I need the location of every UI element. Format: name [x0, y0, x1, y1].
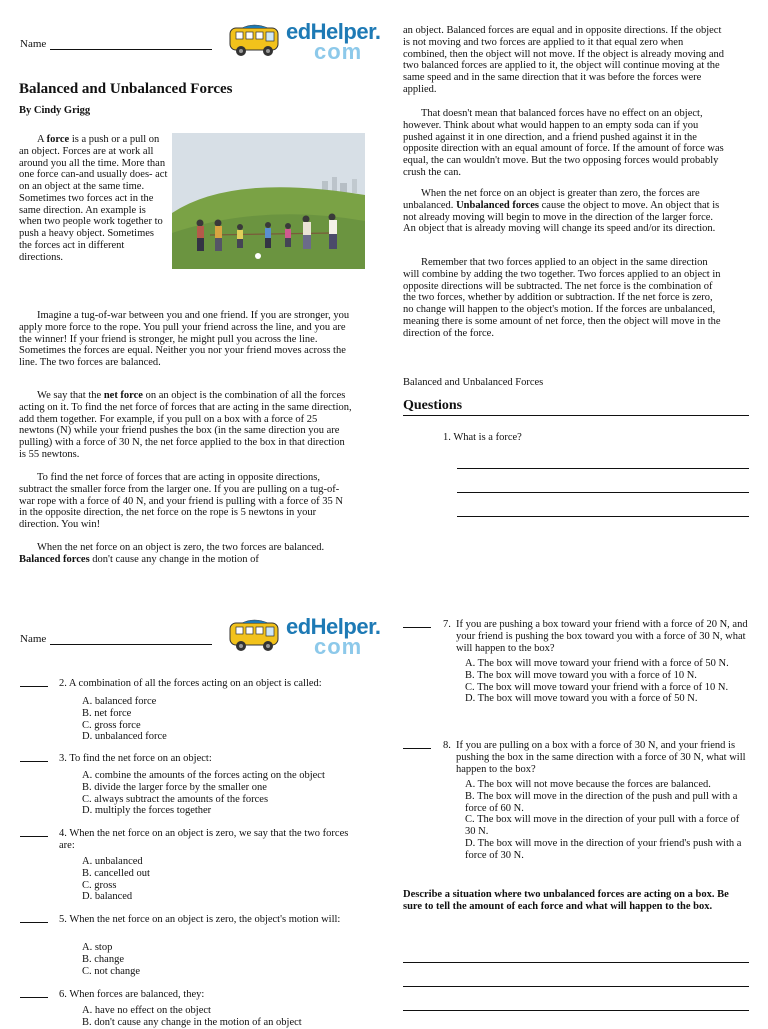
- option-c[interactable]: C. The box will move in the direction of your pull with a force of 30 N.: [465, 814, 740, 837]
- option-c[interactable]: C. gross force: [82, 719, 141, 731]
- describe-answer-line-1[interactable]: [403, 962, 749, 963]
- option-b[interactable]: B. change: [82, 953, 124, 965]
- option-b[interactable]: B. The box will move in the direction of the push and pull with a force of 60 N.: [465, 790, 738, 814]
- article-title: Balanced and Unbalanced Forces: [19, 81, 233, 97]
- option-d[interactable]: D. The box will move toward you with a force of 50 N.: [465, 693, 698, 705]
- question-number: 4.: [59, 828, 67, 839]
- question-6: [20, 989, 360, 1028]
- logo-text-top: edHelper.: [286, 19, 381, 44]
- option-d[interactable]: D. multiply the forces together: [82, 805, 212, 817]
- option-a[interactable]: A. balanced force: [82, 696, 157, 707]
- question-number: 8.: [443, 740, 451, 751]
- paragraph-balanced: When the net force on an object is zero, the two forces are balanced. Balanced forces don't cause any change in the motion of: [19, 542, 325, 565]
- option-b[interactable]: B. don't cause any change in the motion of an object: [82, 1016, 302, 1028]
- byline: By Cindy Grigg: [19, 105, 91, 116]
- answer-blank[interactable]: [403, 740, 431, 749]
- name-label: Name: [20, 633, 47, 645]
- option-a[interactable]: A. have no effect on the object: [82, 1005, 211, 1016]
- question-number: 5.: [59, 914, 67, 925]
- answer-line-3[interactable]: [457, 516, 749, 517]
- option-c[interactable]: C. always subtract the amounts of the forces: [82, 793, 269, 805]
- answer-blank[interactable]: [20, 914, 48, 923]
- paragraph-tug-of-war: Imagine a tug-of-war between you and one friend. If you are stronger, you apply more force to the rope. You pull your friend across the line, and you are the winner! If your friend is stronger, he might pull you across the line. Sometimes the forces are equal. Neither you nor your friend moves across the line. The two forces are balanced.: [19, 310, 350, 368]
- col2-paragraph-1: an object. Balanced forces are equal and in opposite directions. If the object is not moving and two forces are applied to it that equal zero when combined, then the object will not move. If the object is already moving and two balanced forces are applied to it, the object will continue moving at the same speed and in the same direction that it was before the forces were applied.: [403, 25, 725, 95]
- col2-paragraph-3: When the net force on an object is greater than zero, the forces are unbalanced. Unbalanced forces cause the object to move. An object that is not already moving will begin to move in the direction of the larger force. An object that is already moving will change its speed and/or its direction.: [403, 188, 720, 235]
- question-1: [443, 432, 522, 444]
- question-text: To find the net force on an object:: [69, 753, 212, 764]
- question-text: If you are pulling on a box with a force of 30 N, and your friend is pushing the box in the same direction with a force of 30 N, what will happen to the box?: [456, 740, 746, 775]
- paragraph-net-force: We say that the net force on an object is the combination of all the forces acting on it. To find the net force of forces that are acting in the same direction, add them together. For example, if you pull on a box with a force of 25 newtons (N) while your friend pushes the box (in the same direction you are pulling) with a force of 30 N, the net force applied to the box in that direction is 55 newtons.: [19, 390, 352, 460]
- question-number: 3.: [59, 753, 67, 764]
- describe-prompt: Describe a situation where two unbalanced forces are acting on a box. Be sure to tell the amount of each force and what will happen to the box.: [403, 889, 729, 912]
- school-bus-icon: [228, 617, 284, 653]
- question-number: 6.: [59, 989, 67, 1000]
- logo-text-bottom: com: [314, 38, 363, 64]
- question-text: When the net force on an object is zero, the object's motion will:: [69, 914, 341, 925]
- option-d[interactable]: D. The box will move in the direction of your friend's push with a force of 30 N.: [465, 837, 742, 861]
- question-3: [20, 753, 360, 817]
- paragraph-opposite: To find the net force of forces that are acting in opposite directions, subtract the smaller force from the larger one. If you are pulling on a tug-of-war rope with a force of 40 N, and your friend is pulling with a force of 35 N in the opposite direction, the net force on the rope is 5 newtons in your direction. You win!: [19, 472, 343, 530]
- question-text: When the net force on an object is zero, we say that the two forces are:: [59, 828, 349, 851]
- option-a[interactable]: A. combine the amounts of the forces acting on the object: [82, 770, 325, 781]
- option-b[interactable]: B. divide the larger force by the smaller one: [82, 781, 267, 793]
- question-text: What is a force?: [453, 432, 522, 443]
- col2-paragraph-4: Remember that two forces applied to an object in the same direction will combine by adding the two together. Two forces applied to an object in opposite directions will be subtracted. The net force is the combination of the two forces, whether by addition or subtraction. If the net force is zero, no change will happen to the object's motion. If the forces are unbalanced, meaning there is some amount of net force, then the object will move in the direction of the force.: [403, 257, 721, 339]
- school-bus-icon: [228, 22, 284, 58]
- question-number: 2.: [59, 678, 67, 689]
- option-a[interactable]: A. The box will move toward your friend with a force of 50 N.: [465, 658, 729, 669]
- option-b[interactable]: B. The box will move toward you with a force of 10 N.: [465, 669, 697, 681]
- logo-text-top: edHelper.: [286, 614, 381, 639]
- answer-line-2[interactable]: [457, 492, 749, 493]
- describe-answer-line-3[interactable]: [403, 1010, 749, 1011]
- question-7: [403, 619, 749, 705]
- question-text: A combination of all the forces acting on an object is called:: [68, 678, 322, 689]
- name-label: Name: [20, 38, 47, 50]
- questions-heading: Questions: [403, 398, 749, 416]
- question-number: 1.: [443, 432, 451, 443]
- name-line[interactable]: [50, 635, 212, 645]
- option-c[interactable]: C. not change: [82, 965, 141, 977]
- option-c[interactable]: C. The box will move toward your friend with a force of 10 N.: [465, 681, 729, 693]
- col2-paragraph-2: That doesn't mean that balanced forces have no effect on an object, however. Think about what would happen to an empty soda can if you pushed against it in one direction, and a friend pushed against it in the opposite direction with an equal amount of force. If the amount of force was equal, the can wouldn't move. But the two opposing forces would probably crush the can.: [403, 108, 724, 178]
- option-b[interactable]: B. net force: [82, 707, 132, 719]
- option-d[interactable]: D. unbalanced force: [82, 731, 167, 743]
- edhelper-logo: [228, 19, 381, 64]
- name-field-page-2[interactable]: [20, 633, 212, 645]
- question-8: [403, 740, 749, 861]
- option-d[interactable]: D. balanced: [82, 891, 133, 903]
- question-text: When forces are balanced, they:: [69, 989, 205, 1000]
- option-c[interactable]: C. gross: [82, 879, 117, 891]
- option-a[interactable]: A. stop: [82, 942, 113, 953]
- option-b[interactable]: B. cancelled out: [82, 867, 150, 879]
- question-5: [20, 914, 360, 977]
- section-label: Balanced and Unbalanced Forces: [403, 377, 544, 388]
- name-field[interactable]: [20, 38, 212, 50]
- question-number: 7.: [443, 619, 451, 630]
- question-text: If you are pushing a box toward your friend with a force of 20 N, and your friend is pushing the box toward you with a force of 30 N, what will happen to the box?: [456, 619, 748, 654]
- answer-blank[interactable]: [20, 678, 48, 687]
- intro-paragraph: A force is a push or a pull on an object. Forces are at work all around you all the time. More than one force can-and usually does- act on an object at the same time. Sometimes two forces act in the same direction. An example is when two people work together to push a heavy object. Sometimes the forces act in different directions.: [19, 134, 168, 263]
- describe-answer-line-2[interactable]: [403, 986, 749, 987]
- option-a[interactable]: A. The box will not move because the forces are balanced.: [465, 779, 711, 790]
- answer-blank[interactable]: [20, 989, 48, 998]
- name-line[interactable]: [50, 40, 212, 50]
- tug-of-war-photo: [172, 133, 365, 269]
- question-2: [20, 678, 360, 743]
- edhelper-logo-page-2: [228, 614, 381, 659]
- option-a[interactable]: A. unbalanced: [82, 856, 143, 867]
- answer-line-1[interactable]: [457, 468, 749, 469]
- logo-text-bottom: com: [314, 633, 363, 659]
- answer-blank[interactable]: [403, 619, 431, 628]
- answer-blank[interactable]: [20, 753, 48, 762]
- question-4: [20, 828, 360, 903]
- answer-blank[interactable]: [20, 828, 48, 837]
